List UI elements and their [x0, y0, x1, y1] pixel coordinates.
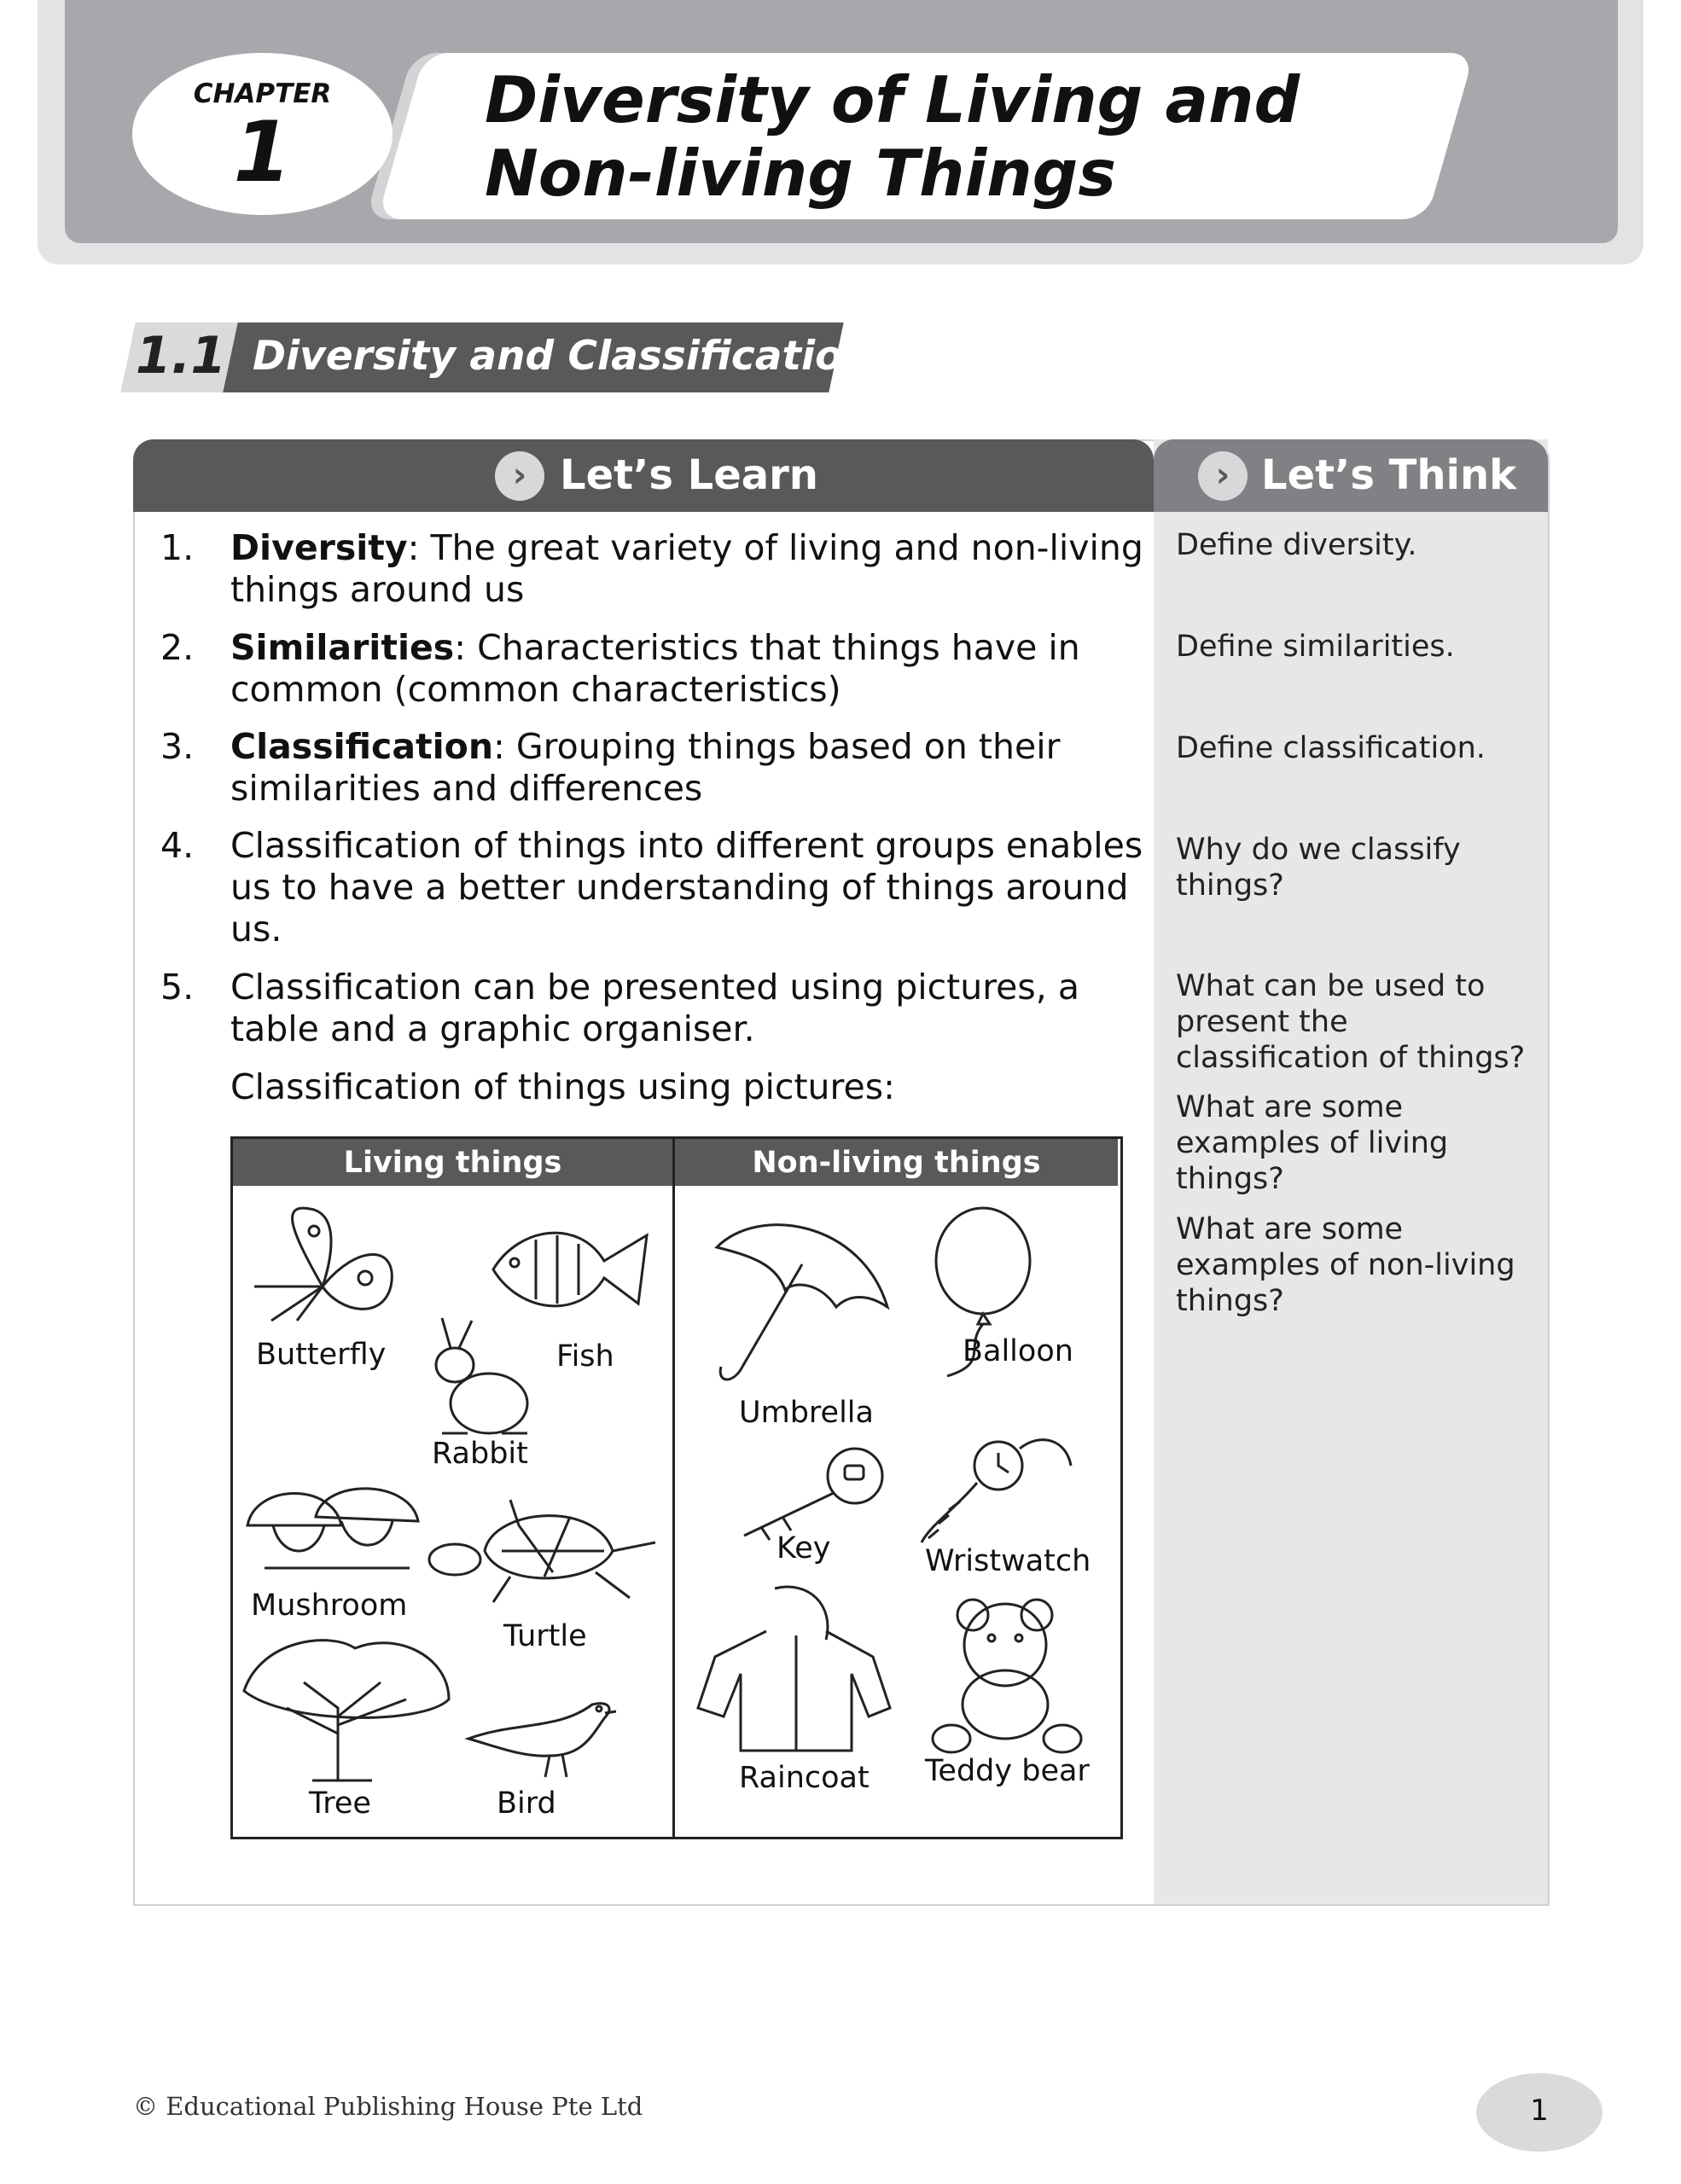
- section-title: Diversity and Classification: [253, 333, 871, 380]
- list-item: [230, 967, 1143, 1050]
- chapter-title-line1: Diversity of Living and: [485, 62, 1300, 137]
- turtle-icon: [425, 1491, 664, 1611]
- label-butterfly: Butterfly: [256, 1338, 387, 1372]
- item-term: Diversity: [230, 527, 408, 568]
- label-raincoat: Raincoat: [739, 1761, 870, 1795]
- item-text: Classification of things into different groups enables us to have a better understanding of things around us.: [230, 825, 1143, 950]
- section-number: 1.1: [135, 326, 227, 386]
- think-question: Define diversity.: [1176, 528, 1417, 562]
- living-header-label: Living things: [343, 1146, 562, 1180]
- label-mushroom: Mushroom: [251, 1589, 408, 1623]
- item-text: Classification can be presented using pictures, a table and a graphic organiser.: [230, 967, 1079, 1049]
- item-number: 1.: [160, 527, 195, 568]
- item-number: 2.: [160, 627, 195, 668]
- item-number: 4.: [160, 825, 195, 866]
- item-text: : The great variety of living and non-living things around us: [230, 527, 1143, 610]
- list-item: [230, 825, 1143, 950]
- think-question: What are some examples of living things?: [1176, 1090, 1449, 1196]
- think-question: What are some examples of non-living things?: [1176, 1212, 1515, 1318]
- label-umbrella: Umbrella: [739, 1396, 874, 1430]
- label-bird: Bird: [497, 1786, 556, 1821]
- chevron-right-icon: ›: [495, 451, 544, 501]
- pictures-intro: Classification of things using pictures:: [230, 1066, 895, 1107]
- wristwatch-icon: [913, 1414, 1084, 1551]
- butterfly-icon: [237, 1193, 408, 1338]
- think-question: What can be used to present the classification of things?: [1176, 969, 1526, 1075]
- list-item: [230, 527, 1143, 611]
- label-tree: Tree: [309, 1786, 371, 1821]
- chevron-right-icon: ›: [1198, 451, 1248, 501]
- label-turtle: Turtle: [503, 1619, 587, 1653]
- item-term: Similarities: [230, 627, 455, 668]
- fish-icon: [485, 1210, 655, 1329]
- item-number: 3.: [160, 726, 195, 767]
- lets-think-heading: Let’s Think: [1261, 451, 1517, 499]
- think-question: Why do we classify things?: [1176, 833, 1461, 903]
- item-term: Classification: [230, 726, 494, 767]
- list-item: [230, 627, 1143, 711]
- list-item: [230, 726, 1143, 810]
- mushroom-icon: [239, 1474, 427, 1585]
- label-wristwatch: Wristwatch: [925, 1544, 1091, 1578]
- think-question: Define similarities.: [1176, 630, 1455, 664]
- item-number: 5.: [160, 967, 195, 1008]
- bird-icon: [464, 1687, 618, 1781]
- label-key: Key: [777, 1531, 831, 1565]
- copyright-notice: © Educational Publishing House Pte Ltd: [133, 2092, 643, 2121]
- label-rabbit: Rabbit: [432, 1437, 528, 1471]
- item-text: : Characteristics that things have in common (common characteristics): [230, 627, 1080, 710]
- raincoat-icon: [689, 1580, 894, 1759]
- umbrella-icon: [708, 1213, 896, 1392]
- table-header-nonliving: [675, 1139, 1118, 1186]
- nonliving-header-label: Non-living things: [752, 1146, 1041, 1180]
- chapter-title-line2: Non-living Things: [485, 136, 1117, 211]
- lets-learn-header: [133, 439, 1154, 512]
- lets-think-header: [1154, 439, 1548, 512]
- think-question: Define classification.: [1176, 731, 1486, 765]
- rabbit-icon: [408, 1314, 536, 1442]
- chapter-number: 1: [233, 104, 292, 201]
- lets-learn-heading: Let’s Learn: [560, 451, 818, 499]
- label-balloon: Balloon: [963, 1334, 1073, 1368]
- key-icon: [736, 1442, 889, 1544]
- chapter-title: [485, 63, 1300, 210]
- table-divider: [672, 1139, 675, 1837]
- label-fish: Fish: [556, 1339, 614, 1374]
- page-number: 1: [1530, 2094, 1549, 2128]
- chapter-label: CHAPTER: [193, 78, 332, 109]
- item-text: : Grouping things based on their similarities and differences: [230, 726, 1061, 809]
- teddy-bear-icon: [930, 1594, 1084, 1756]
- label-teddy-bear: Teddy bear: [925, 1754, 1090, 1788]
- tree-icon: [236, 1631, 457, 1785]
- table-header-living: [233, 1139, 672, 1186]
